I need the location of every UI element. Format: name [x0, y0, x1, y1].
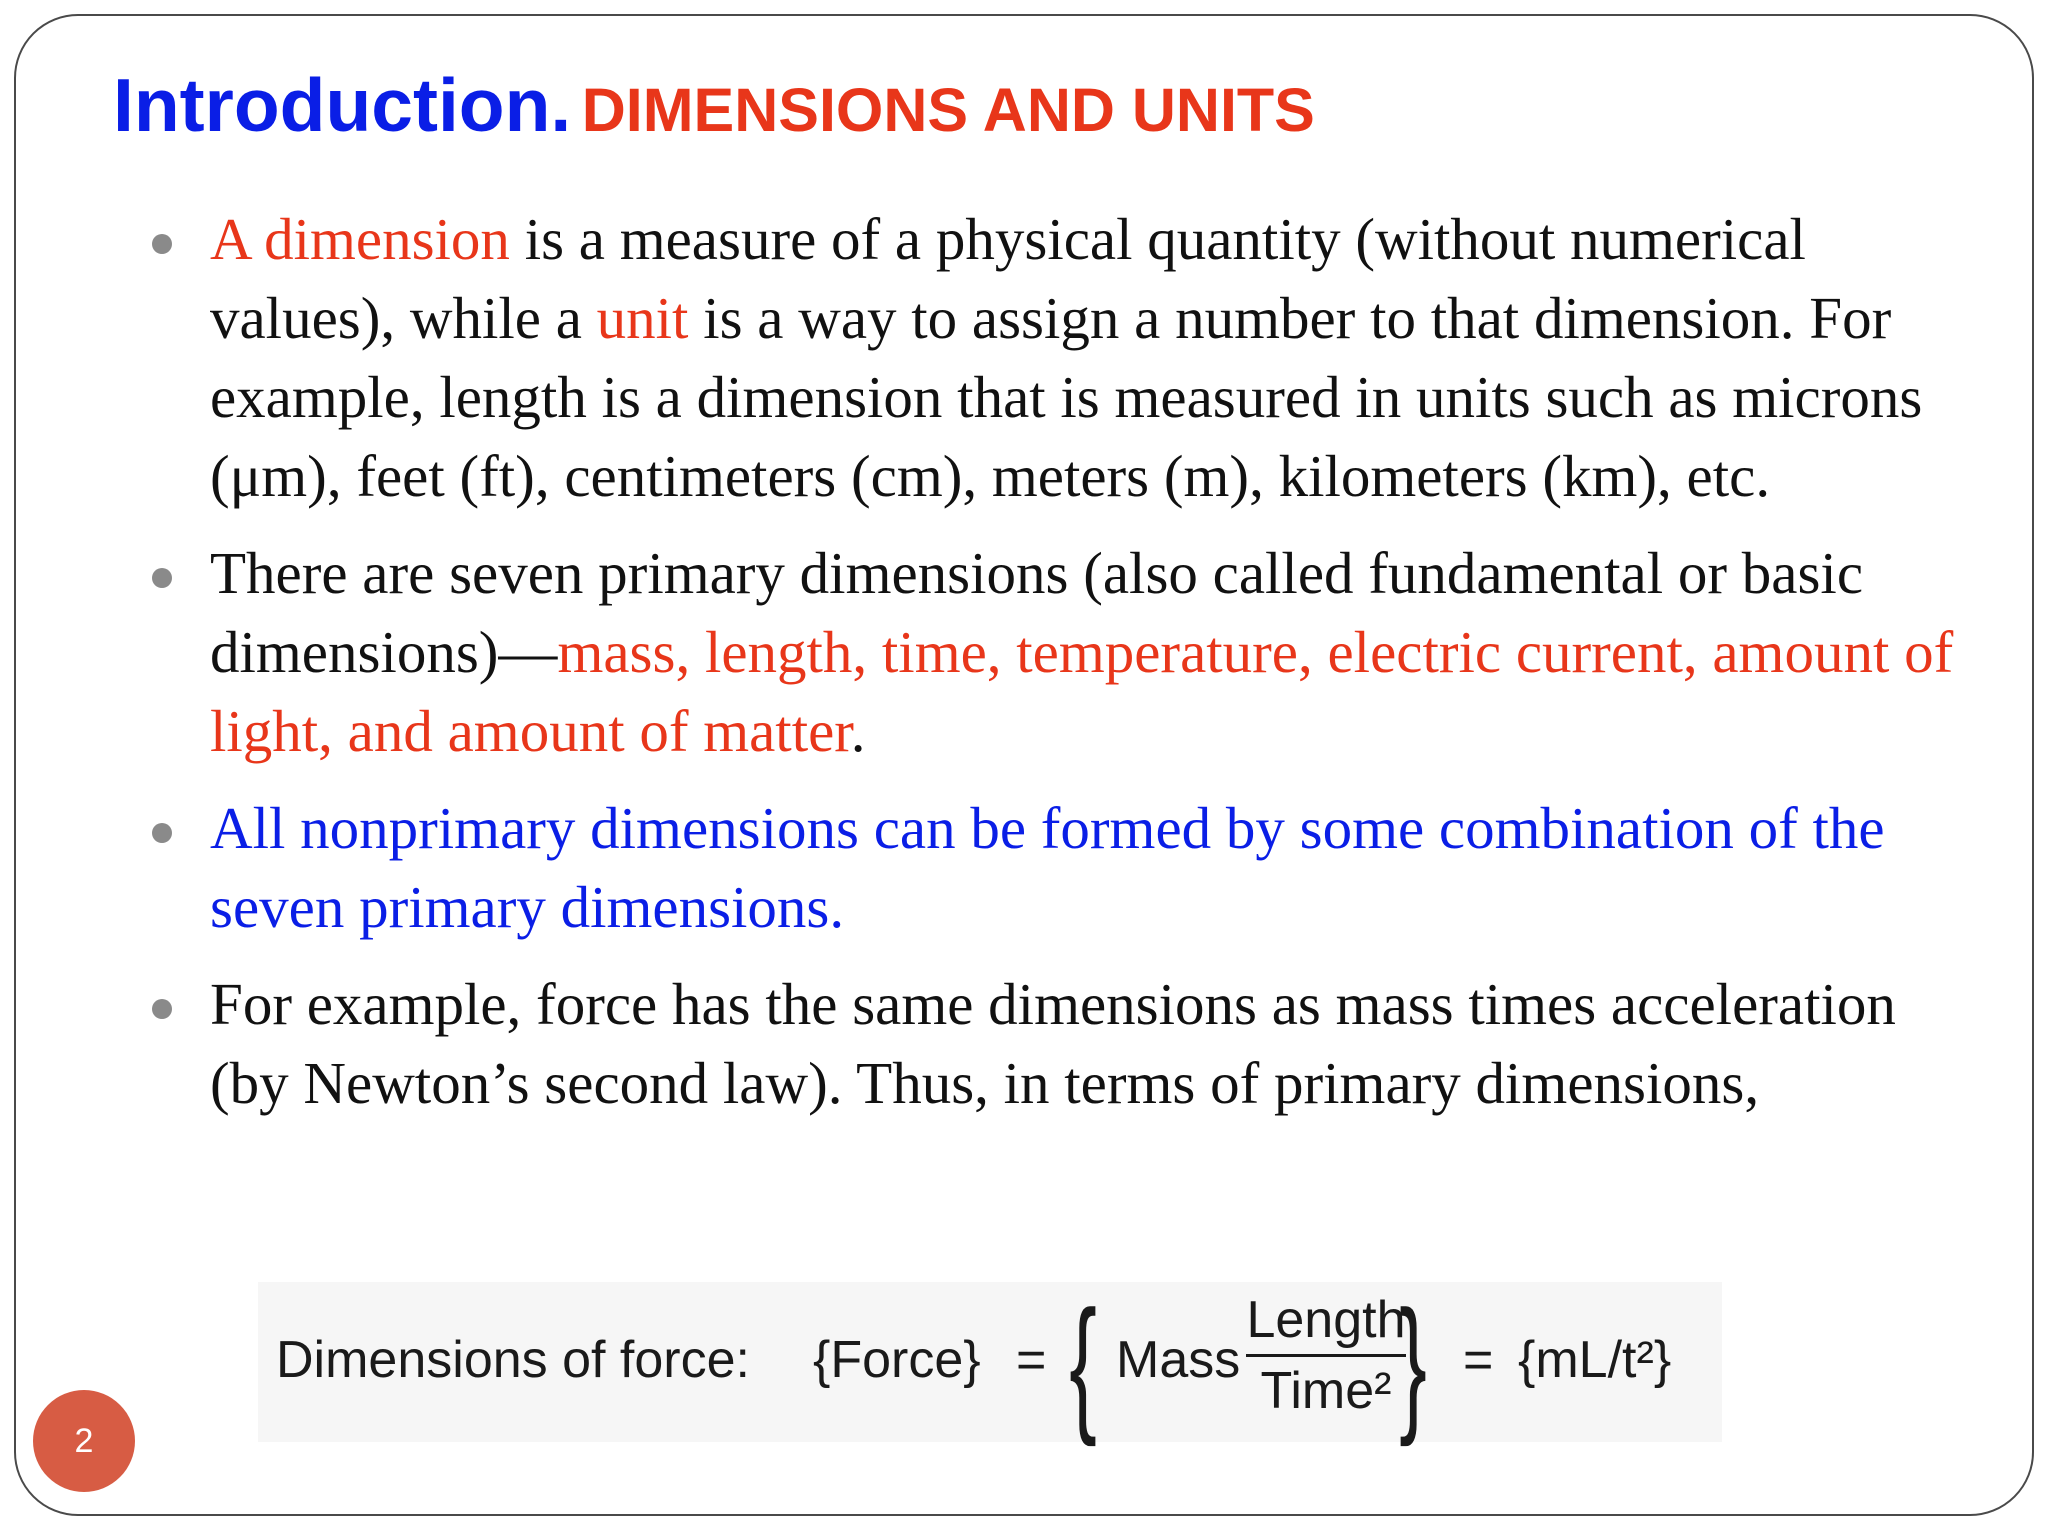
- fraction-bar: [1246, 1354, 1406, 1357]
- bullet-text-segment: unit: [596, 285, 689, 351]
- page-number-badge: 2: [33, 1390, 135, 1492]
- bullet-text-segment: mass, length, time, temperature, electric current, amount of light, and amount of matter: [210, 619, 1954, 764]
- formula-mass: Mass: [1116, 1331, 1241, 1389]
- bullet-text-segment: .: [850, 698, 866, 764]
- bullet-item: [210, 965, 1970, 1123]
- formula-lhs: {Force}: [813, 1331, 981, 1389]
- bullet-list: [210, 200, 1970, 1141]
- formula-brace-left: {: [1069, 1279, 1097, 1447]
- formula-numerator: Length: [1246, 1291, 1406, 1349]
- bullet-text-segment: A dimension: [210, 206, 510, 272]
- bullet-dot-icon: [152, 999, 172, 1019]
- bullet-text-segment: For example, force has the same dimensions as mass times acceleration (by Newton’s second law). Thus, in terms of primary dimensions,: [210, 971, 1896, 1116]
- formula-result: {mL/t²}: [1518, 1331, 1672, 1389]
- bullet-dot-icon: [152, 234, 172, 254]
- formula-fraction: [1246, 1290, 1406, 1421]
- bullet-item: [210, 200, 1970, 516]
- formula-denominator: Time²: [1260, 1362, 1392, 1420]
- title-main: Introduction.: [113, 63, 572, 147]
- bullet-dot-icon: [152, 823, 172, 843]
- bullet-item: [210, 789, 1970, 947]
- formula-equals: =: [1016, 1331, 1047, 1389]
- bullet-item: [210, 534, 1970, 771]
- formula-brace-right: }: [1399, 1279, 1427, 1447]
- slide-title: [113, 62, 1315, 148]
- formula-equals-2: =: [1463, 1331, 1494, 1389]
- force-formula: [258, 1279, 1722, 1447]
- title-subtitle: DIMENSIONS AND UNITS: [581, 76, 1315, 144]
- bullet-text-segment: All nonprimary dimensions can be formed by some combination of the seven primary dimensions.: [210, 795, 1885, 940]
- bullet-text-segment: is a way to assign a number to that dimension. For example, length is a dimension that is measured in units such as microns (μm), feet (ft), centimeters (cm), meters (m), kilometers (km), etc.: [210, 285, 1923, 509]
- formula-label: Dimensions of force:: [276, 1331, 750, 1389]
- bullet-text-segment: There are seven primary dimensions (also called fundamental or basic dimensions)—: [210, 540, 1864, 685]
- bullet-text-segment: is a measure of a physical quantity (without numerical values), while a: [210, 206, 1806, 351]
- bullet-dot-icon: [152, 568, 172, 588]
